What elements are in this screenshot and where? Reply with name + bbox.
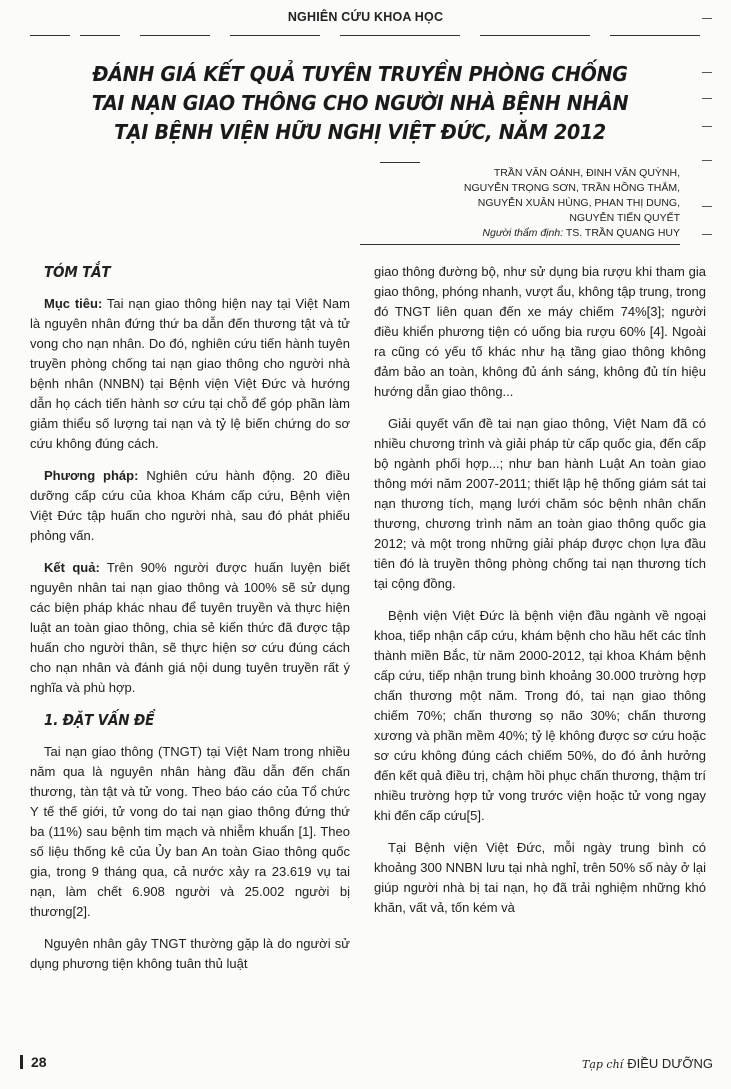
right-paragraph-3: Bệnh viện Việt Đức là bệnh viện đầu ngành về ngoại khoa, tiếp nhận cấp cứu, khám bệnh cho hầu hết các tỉnh thành miền Bắc, từ năm 2000-2012, tại khoa Khám bệnh cấp cứu, tiếp nhận trung bình khoảng 30.000 trường hợp chấn thương một năm. Trong đó, tai nạn giao thông chiếm 70%; chấn thương sọ não 30%; chấn thương xương và phần mềm 40%; tỷ lệ không được sơ cứu hoặc sơ cứu không đúng cách chiếm 50%, do đó ảnh hưởng đến kết quả điều trị, chậm hồi phục chấn thương, thậm trí nhiều trường hợp tử vong trước viện hoặc tử vong ngay khi đến cấp cứu[5]. — [374, 608, 706, 823]
objective-text: Tai nạn giao thông hiện nay tại Việt Nam là nguyên nhân đứng thứ ba dẫn đến thương tật và tử vong cho nạn nhân. Do đó, nghiên cứu tiến hành tuyên truyền phòng chống tai nạn giao thông cho người nhà bệnh nhân (NNBN) tại Bệnh viện Việt Đức và hướng dẫn họ cách tiến hành sơ cứu tại chỗ để góp phần làm giảm thiểu số lượng tai nạn và tỷ lệ biến chứng do sơ cứu không đúng cách. — [30, 296, 350, 451]
right-paragraph-4: Tại Bệnh viện Việt Đức, mỗi ngày trung bình có khoảng 300 NNBN lưu tại nhà nghỉ, trên 50% số này ở lại giúp người nhà bị tai nạn, họ đã trải nghiệm những khó khăn, vất vả, tốn kém và — [374, 840, 706, 915]
author-line-2: NGUYỄN TRỌNG SƠN, TRẦN HỒNG THẮM, — [463, 182, 680, 194]
reviewer-label: Người thẩm định: — [482, 227, 564, 239]
authors-rule-top — [380, 162, 420, 163]
title-line-2: TAI NẠN GIAO THÔNG CHO NGƯỜI NHÀ BỆNH NHÂN — [91, 91, 629, 115]
result-text: Trên 90% người được huấn luyện biết nguyên nhân tai nạn giao thông và 100% sẽ sử dụng các biện pháp khác nhau để tuyên truyền và thực hiện luật an toàn giao thông, chia sẻ kiến thức đã được tập huấn cho người thân, sẽ thực hiện sơ cứu đúng cách cho nạn nhân và đánh giá nội dung tuyên truyền rất ý nghĩa và phù hợp. — [30, 560, 351, 695]
authors-rule-bottom — [360, 244, 680, 245]
right-column — [374, 262, 706, 930]
journal-title: ĐIỀU DƯỠNG — [627, 1056, 713, 1071]
left-column — [30, 262, 350, 986]
result-label: Kết quả: — [44, 560, 100, 575]
page-number — [20, 1054, 47, 1070]
method-text: Nghiên cứu hành động. 20 điều dưỡng cấp cứu của khoa Khám cấp cứu, Bệnh viện Việt Đức tập huấn cho người nhà, sau đó phát phiếu phỏng vấn. — [30, 468, 350, 543]
right-paragraph-1: giao thông đường bộ, như sử dụng bia rượu khi tham gia giao thông, phóng nhanh, vượt ẩu, không tập trung, trong đó TNGT liên quan đến xe máy chiếm 74%[3]; người điều khiển phương tiện có uống bia rượu 60% [4]. Ngoài ra cũng có yếu tố khác như hạ tầng giao thông không đảm bảo an toàn, không đủ ánh sáng, không đủ tín hiệu hướng dẫn giao thông... — [374, 264, 706, 399]
journal-prefix: Tạp chí — [581, 1058, 624, 1071]
reviewer-name: TS. TRẦN QUANG HUY — [563, 227, 680, 239]
author-line-4: NGUYỄN TIẾN QUYẾT — [569, 212, 680, 224]
right-paragraph-2: Giải quyết vấn đề tai nạn giao thông, Việt Nam đã có nhiều chương trình và giải pháp từ cấp quốc gia, đến cấp bộ ngành phối hợp...; như ban hành Luật An toàn giao thông mới năm 2007-2011; thiết lập hệ thống giám sát tai nạn thương tích, mạng lưới chăm sóc bệnh nhân chấn thương, chương trình năm an toàn giao thông quốc gia 2012; và một trong những giải pháp được chọn lựa đầu tiên đó là truyền thông phòng chống tai nạn thương tích tại cộng đồng. — [374, 416, 706, 591]
section-1-heading: 1. ĐẶT VẤN ĐỀ — [44, 711, 155, 729]
page-number-text: 28 — [31, 1054, 47, 1070]
running-header: NGHIÊN CỨU KHOA HỌC — [287, 10, 444, 24]
objective-label: Mục tiêu: — [44, 296, 103, 311]
header-rule — [30, 35, 710, 36]
abstract-method — [30, 466, 350, 546]
section-1-paragraph-1: Tai nạn giao thông (TNGT) tại Việt Nam trong nhiều năm qua là nguyên nhân hàng đầu dẫn đến chấn thương, tàn tật và tử vong. Theo báo cáo của Tổ chức Y tế thế giới, tử vong do tai nạn giao thông đứng thứ ba (11%) sau bệnh tim mạch và nhiễm khuẩn [1]. Theo số liệu thống kê của Ủy ban An toàn Giao thông quốc gia, trong 9 tháng qua, cả nước xảy ra 23.619 vụ tai nạn, làm chết 6.908 người và 25.002 người bị thương[2]. — [30, 744, 350, 919]
title-line-1: ĐÁNH GIÁ KẾT QUẢ TUYÊN TRUYỀN PHÒNG CHỐNG — [92, 62, 628, 86]
page-number-bar — [20, 1055, 23, 1069]
author-line-3: NGUYỄN XUÂN HÙNG, PHAN THỊ DUNG, — [477, 197, 680, 209]
title-line-3: TẠI BỆNH VIỆN HỮU NGHỊ VIỆT ĐỨC, NĂM 2012 — [114, 120, 606, 144]
abstract-heading: TÓM TẮT — [44, 263, 111, 281]
method-label: Phương pháp: — [44, 468, 139, 483]
section-1-paragraph-2: Nguyên nhân gây TNGT thường gặp là do người sử dụng phương tiện không tuân thủ luật — [30, 936, 350, 971]
abstract-result — [30, 558, 350, 698]
abstract-objective — [30, 294, 350, 454]
authors-block — [360, 166, 680, 241]
author-line-1: TRẦN VĂN OÁNH, ĐINH VĂN QUỲNH, — [493, 167, 680, 179]
reviewer-line — [360, 226, 680, 241]
article-title — [81, 60, 639, 147]
journal-name — [582, 1056, 713, 1071]
